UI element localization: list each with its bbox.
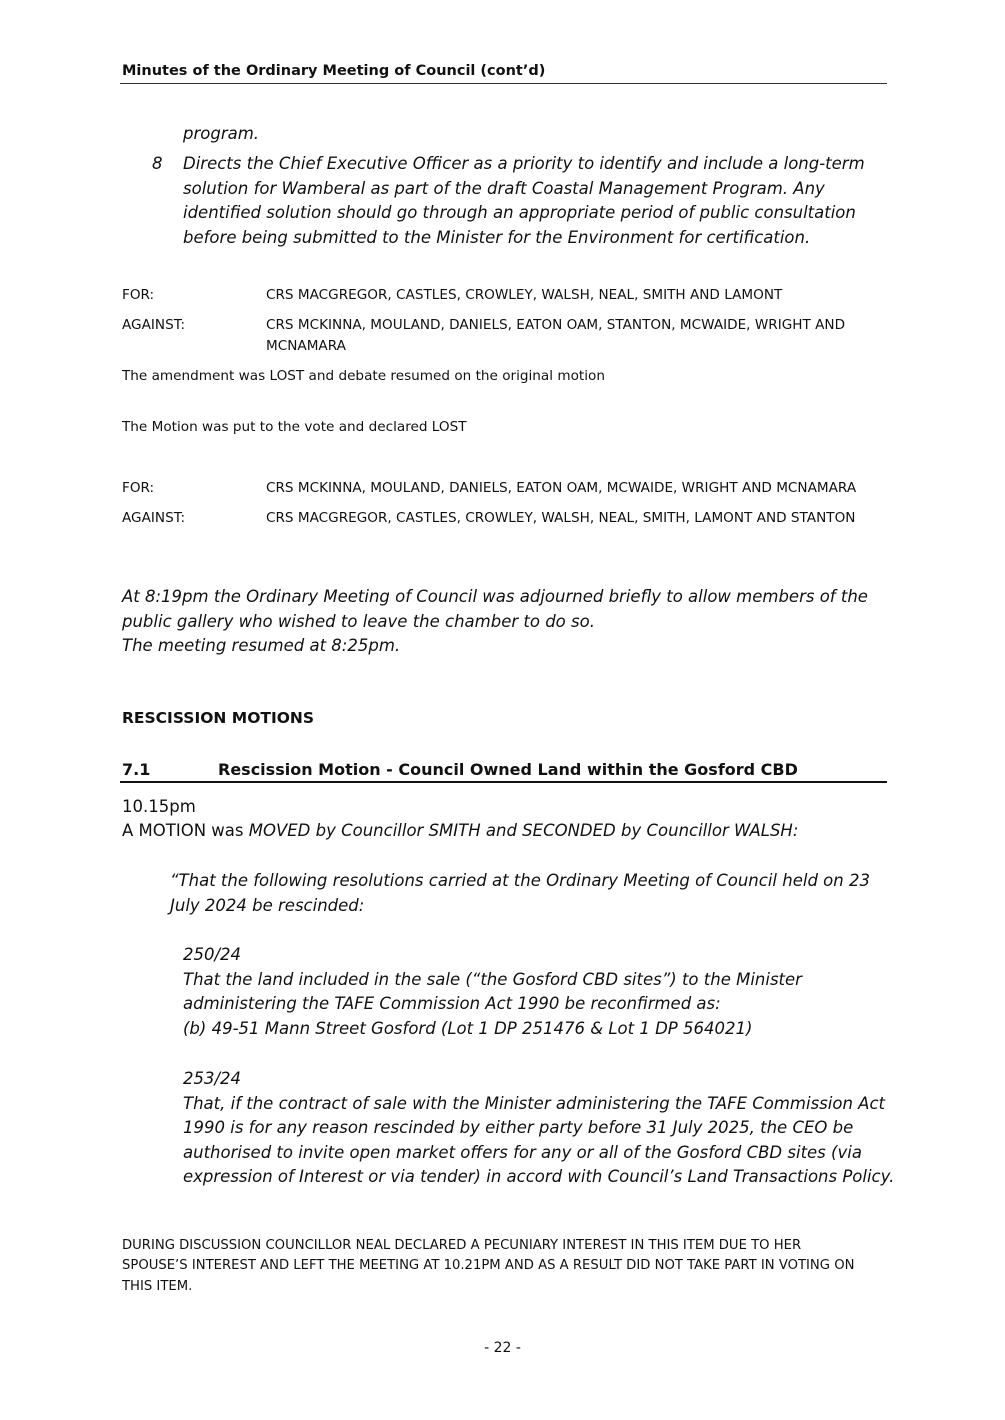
- disclosure-line: DURING DISCUSSION COUNCILLOR NEAL DECLARED A PECUNIARY INTEREST IN THIS ITEM DUE TO HER: [122, 1238, 802, 1253]
- item-line: identified solution should go through an appropriate period of public consultation: [183, 203, 856, 223]
- item-line: before being submitted to the Minister for the Environment for certification.: [183, 227, 811, 247]
- item-text: [183, 152, 883, 250]
- vote-against-line: CRS MCKINNA, MOULAND, DANIELS, EATON OAM, STANTON, MCWAIDE, WRIGHT AND: [266, 317, 846, 333]
- motion-time: 10.15pm: [122, 797, 196, 816]
- item-number: 8: [152, 154, 163, 173]
- resolution-line: expression of Interest or via tender) in accord with Council’s Land Transactions Policy.: [183, 1167, 895, 1187]
- vote-against-label: AGAINST:: [122, 317, 186, 333]
- vote-for-label: FOR:: [122, 287, 155, 303]
- item-line: solution for Wamberal as part of the draft Coastal Management Program. Any: [183, 178, 825, 198]
- vote-for-names: CRS MCKINNA, MOULAND, DANIELS, EATON OAM, MCWAIDE, WRIGHT AND MCNAMARA: [266, 480, 857, 496]
- motion-result: The Motion was put to the vote and declared LOST: [122, 419, 467, 435]
- adjournment-line: public gallery who wished to leave the chamber to do so.: [122, 611, 595, 631]
- resolution-line: 1990 is for any reason rescinded by either party before 31 July 2025, the CEO be: [183, 1118, 854, 1138]
- header-divider: [120, 83, 887, 84]
- vote-against-label: AGAINST:: [122, 510, 186, 526]
- resolution-line: authorised to invite open market offers for any or all of the Gosford CBD sites (via: [183, 1142, 862, 1162]
- page-number: - 22 -: [484, 1340, 521, 1356]
- motion-statement: [122, 819, 798, 844]
- resolution-250-24: [183, 943, 883, 1041]
- motion-prefix: A MOTION was: [122, 821, 249, 840]
- motion-number: 7.1: [122, 760, 151, 779]
- disclosure-line: THIS ITEM.: [122, 1278, 193, 1294]
- resolution-line: That the land included in the sale (“the Gosford CBD sites”) to the Minister: [183, 969, 802, 989]
- motion-title: Rescission Motion - Council Owned Land within the Gosford CBD: [218, 760, 798, 779]
- disclosure-line: SPOUSE’S INTEREST AND LEFT THE MEETING AT 10.21PM AND AS A RESULT DID NOT TAKE PART IN VOTING ON: [122, 1258, 855, 1274]
- vote-for-names: CRS MACGREGOR, CASTLES, CROWLEY, WALSH, NEAL, SMITH AND LAMONT: [266, 287, 783, 303]
- quote-intro-line: July 2024 be rescinded:: [170, 895, 365, 915]
- interest-disclosure: [122, 1236, 892, 1297]
- vote-for-label: FOR:: [122, 480, 155, 496]
- adjournment-line: The meeting resumed at 8:25pm.: [122, 636, 401, 656]
- vote-against-line: MCNAMARA: [266, 337, 346, 354]
- resolution-number: 250/24: [183, 945, 242, 964]
- vote-against-names: [266, 315, 891, 356]
- motion-movers: MOVED by Councillor SMITH and SECONDED by Councillor WALSH:: [248, 821, 799, 840]
- resolution-line: administering the TAFE Commission Act 1990 be reconfirmed as:: [183, 994, 721, 1014]
- motion-title-divider: [120, 781, 887, 783]
- quote-intro: [170, 869, 870, 918]
- resolution-253-24: [183, 1067, 895, 1190]
- item-line: Directs the Chief Executive Officer as a priority to identify and include a long-term: [183, 154, 865, 173]
- page-header-title: Minutes of the Ordinary Meeting of Council (cont’d): [122, 63, 546, 79]
- resolution-number: 253/24: [183, 1069, 242, 1088]
- vote-against-names: CRS MACGREGOR, CASTLES, CROWLEY, WALSH, NEAL, SMITH, LAMONT AND STANTON: [266, 510, 856, 526]
- adjournment-note: [122, 585, 902, 659]
- adjournment-line: At 8:19pm the Ordinary Meeting of Council was adjourned briefly to allow members of the: [122, 587, 868, 606]
- resolution-line: (b) 49-51 Mann Street Gosford (Lot 1 DP 251476 & Lot 1 DP 564021): [183, 1018, 753, 1038]
- quote-intro-line: “That the following resolutions carried at the Ordinary Meeting of Council held on 23: [170, 871, 870, 890]
- section-title: RESCISSION MOTIONS: [122, 709, 315, 727]
- resolution-line: That, if the contract of sale with the Minister administering the TAFE Commission Act: [183, 1093, 885, 1113]
- amendment-result: The amendment was LOST and debate resumed on the original motion: [122, 368, 605, 384]
- continuation-text: program.: [183, 124, 260, 143]
